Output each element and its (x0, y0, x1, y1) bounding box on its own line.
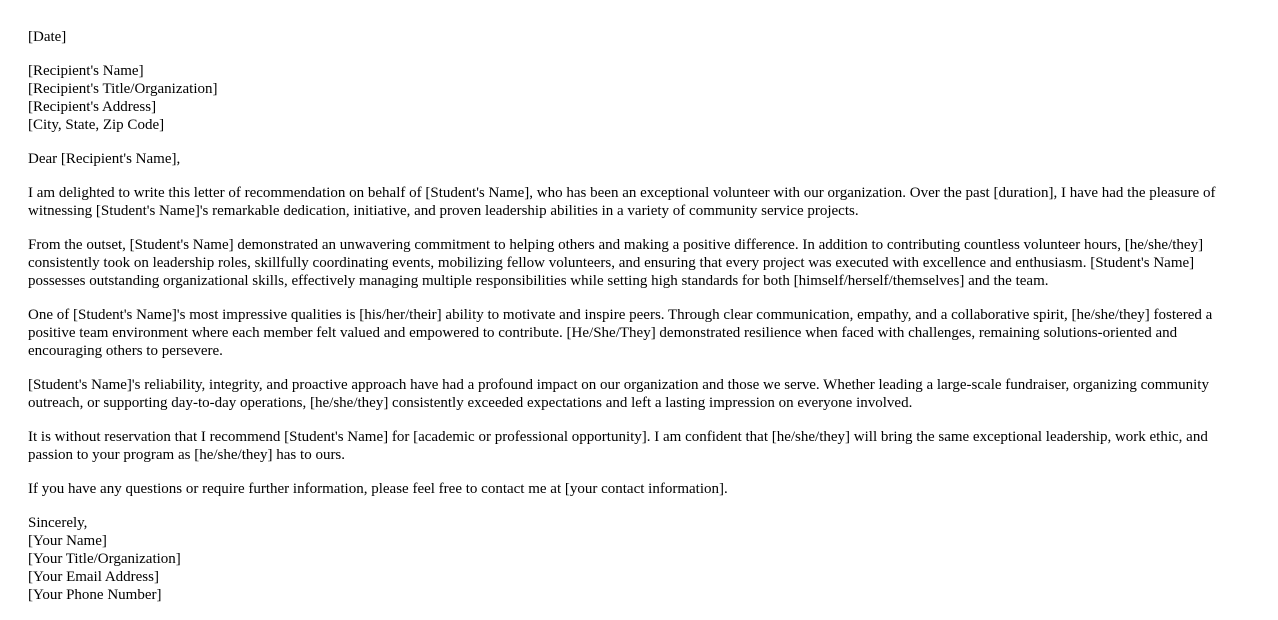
body-paragraph-4: [Student's Name]'s reliability, integrity, and proactive approach have had a profound impact on our organization and those we serve. Whether leading a large-scale fundraiser, organizing community outreach, or supporting day-to-day operations, [he/she/they] consistently exceeded expectations and left a lasting impression on everyone involved. (28, 377, 1209, 411)
body-paragraph-1: I am delighted to write this letter of recommendation on behalf of [Student's Name], who has been an exceptional volunteer with our organization. Over the past [duration], I have had the pleasure of witnessing [Student's Name]'s remarkable dedication, initiative, and proven leadership abilities in a variety of community service projects. (28, 185, 1216, 219)
sender-title: [Your Title/Organization] (28, 551, 181, 567)
sender-email: [Your Email Address] (28, 569, 159, 585)
recipient-city: [City, State, Zip Code] (28, 117, 165, 133)
sender-phone: [Your Phone Number] (28, 587, 162, 603)
sender-name: [Your Name] (28, 533, 107, 549)
valediction: Sincerely, (28, 515, 88, 531)
recipient-block (28, 62, 1250, 134)
salutation-block (28, 150, 1250, 168)
body-paragraph-2: From the outset, [Student's Name] demonstrated an unwavering commitment to helping others and making a positive difference. In addition to contributing countless volunteer hours, [he/she/they] consistently took on leadership roles, skillfully coordinating events, mobilizing fellow volunteers, and ensuring that every project was executed with excellence and enthusiasm. [Student's Name] possesses outstanding organizational skills, effectively managing multiple responsibilities while setting high standards for both [himself/herself/themselves] and the team. (28, 237, 1204, 289)
letter-date: [Date] (28, 29, 67, 45)
body-paragraph-3: One of [Student's Name]'s most impressive qualities is [his/her/their] ability to motivate and inspire peers. Through clear communication, empathy, and a collaborative spirit, [he/she/they] fostered a positive team environment where each member felt valued and empowered to contribute. [He/She/They] demonstrated resilience when faced with challenges, remaining solutions-oriented and encouraging others to persevere. (28, 307, 1213, 359)
salutation: Dear [Recipient's Name], (28, 151, 181, 167)
body-paragraph-5: It is without reservation that I recommend [Student's Name] for [academic or professional opportunity]. I am confident that [he/she/they] will bring the same exceptional leadership, work ethic, and passion to your program as [he/she/they] has to ours. (28, 429, 1208, 463)
body-paragraph-6: If you have any questions or require further information, please feel free to contact me at [your contact information]. (28, 481, 728, 497)
recipient-title: [Recipient's Title/Organization] (28, 81, 218, 97)
recommendation-letter (28, 28, 1250, 620)
date-block (28, 28, 1250, 46)
recipient-address: [Recipient's Address] (28, 99, 157, 115)
recipient-name: [Recipient's Name] (28, 63, 144, 79)
closing-block (28, 514, 1250, 604)
